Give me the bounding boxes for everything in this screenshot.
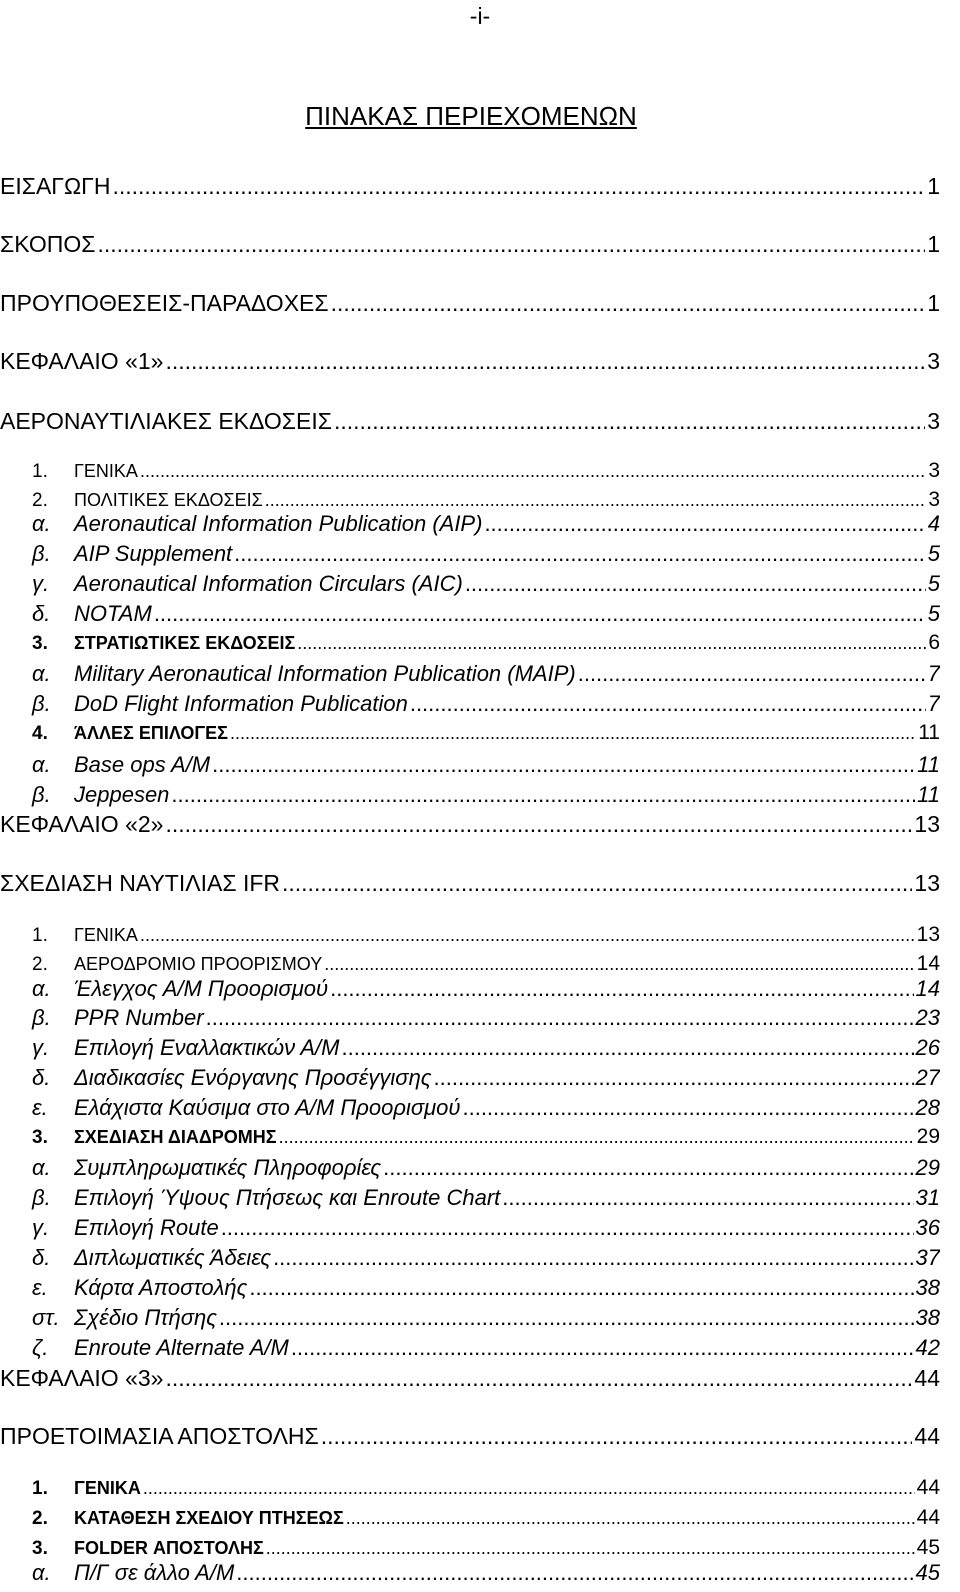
toc-entry-page: 29 bbox=[915, 1155, 940, 1180]
toc-entry-number: α. bbox=[32, 1155, 51, 1180]
toc-entry[interactable] bbox=[0, 541, 940, 571]
toc-entry-page: 11 bbox=[918, 721, 940, 744]
toc-entry-page: 42 bbox=[915, 1335, 940, 1360]
toc-entry-page: 1 bbox=[927, 173, 940, 199]
toc-entry[interactable] bbox=[0, 1215, 940, 1245]
dot-leader bbox=[236, 1560, 913, 1586]
toc-entry-label: Enroute Alternate A/M bbox=[74, 1335, 289, 1360]
toc-entry-label: Aeronautical Information Circulars (AIC) bbox=[74, 571, 463, 596]
toc-entry[interactable] bbox=[0, 631, 940, 657]
toc-entry-label: Επιλογή Ύψους Πτήσεως και Enroute Chart bbox=[74, 1185, 501, 1210]
toc-entry-label: AIP Supplement bbox=[74, 541, 233, 566]
toc-entry-label: Διαδικασίες Ενόργανης Προσέγγισης bbox=[74, 1065, 432, 1090]
toc-entry-label: Π/Γ σε άλλο Α/Μ bbox=[74, 1560, 235, 1585]
toc-entry-label: ΑΕΡΟΝΑΥΤΙΛΙΑΚΕΣ ΕΚΔΟΣΕΙΣ bbox=[0, 408, 332, 434]
toc-entry[interactable] bbox=[0, 1125, 940, 1151]
toc-entry-label: ΠΡΟΕΤΟΙΜΑΣΙΑ ΑΠΟΣΤΟΛΗΣ bbox=[0, 1423, 319, 1449]
toc-entry-number: δ. bbox=[32, 601, 51, 626]
toc-entry-page: 3 bbox=[927, 408, 940, 434]
toc-entry-page: 26 bbox=[915, 1035, 940, 1060]
toc-entry-page: 6 bbox=[928, 631, 940, 654]
dot-leader bbox=[383, 1155, 913, 1181]
toc-entry-label: Επιλογή Route bbox=[74, 1215, 219, 1240]
toc-entry-label: ΣΤΡΑΤΙΩΤΙΚΕΣ ΕΚΔΟΣΕΙΣ bbox=[74, 633, 296, 653]
toc-entry-number: ε. bbox=[32, 1095, 48, 1120]
toc-entry-page: 7 bbox=[927, 691, 940, 716]
dot-leader bbox=[97, 231, 925, 258]
toc-entry-page: 23 bbox=[915, 1005, 940, 1030]
dot-leader bbox=[502, 1185, 913, 1211]
toc-entry-page: 14 bbox=[916, 952, 940, 975]
toc-entry-page: 3 bbox=[928, 488, 940, 511]
toc-entry[interactable] bbox=[0, 1275, 940, 1305]
toc-entry-page: 5 bbox=[927, 601, 940, 626]
toc-entry-label: Κάρτα Αποστολής bbox=[74, 1275, 248, 1300]
toc-entry[interactable] bbox=[0, 601, 940, 631]
toc-entry[interactable] bbox=[0, 408, 940, 438]
toc-entry-label: Διπλωματικές Άδειες bbox=[74, 1245, 272, 1270]
toc-entry-label: Jeppesen bbox=[74, 782, 170, 807]
toc-entry-page: 11 bbox=[917, 782, 940, 807]
toc-entry-label: Επιλογή Εναλλακτικών Α/Μ bbox=[74, 1035, 340, 1060]
toc-entry[interactable] bbox=[0, 173, 940, 203]
page-number: -i- bbox=[469, 3, 491, 29]
dot-leader bbox=[165, 348, 925, 375]
toc-entry-label: Συμπληρωματικές Πληροφορίες bbox=[74, 1155, 382, 1180]
toc-entry-number: β. bbox=[32, 691, 51, 716]
toc-entry-number: δ. bbox=[32, 1065, 51, 1090]
toc-entry-number: α. bbox=[32, 661, 51, 686]
toc-entry-label: ΠΟΛΙΤΙΚΕΣ ΕΚΔΟΣΕΙΣ bbox=[74, 490, 263, 510]
dot-leader bbox=[249, 1275, 913, 1301]
toc-entry-page: 31 bbox=[915, 1185, 940, 1210]
toc-entry-number: 4. bbox=[32, 723, 48, 744]
toc-entry-number: 2. bbox=[32, 954, 48, 975]
toc-entry[interactable] bbox=[0, 1005, 940, 1035]
dot-leader bbox=[462, 1095, 913, 1121]
dot-leader bbox=[206, 1005, 914, 1031]
toc-entry-page: 11 bbox=[917, 752, 940, 777]
dot-leader bbox=[171, 782, 915, 808]
toc-entry-page: 38 bbox=[915, 1305, 940, 1330]
toc-entry-label: ΓΕΝΙΚΑ bbox=[74, 461, 138, 481]
dot-leader bbox=[219, 1305, 914, 1331]
toc-entry-label: ΣΧΕΔΙΑΣΗ ΝΑΥΤΙΛΙΑΣ IFR bbox=[0, 870, 280, 896]
dot-leader bbox=[465, 571, 926, 597]
toc-entry[interactable] bbox=[0, 811, 940, 841]
toc-entry-label: FOLDER ΑΠΟΣΤΟΛΗΣ bbox=[74, 1538, 264, 1558]
toc-entry-label: ΑΕΡΟΔΡΟΜΙΟ ΠΡΟΟΡΙΣΜΟΥ bbox=[74, 954, 323, 974]
toc-entry-label: PPR Number bbox=[74, 1005, 204, 1030]
dot-leader bbox=[143, 1478, 915, 1499]
toc-entry-number: 3. bbox=[32, 1127, 48, 1148]
dot-leader bbox=[331, 290, 926, 317]
toc-entry[interactable] bbox=[0, 752, 940, 782]
dot-leader bbox=[330, 976, 913, 1002]
toc-entry-page: 29 bbox=[916, 1125, 940, 1148]
toc-entry-page: 1 bbox=[927, 231, 940, 257]
toc-entry-page: 45 bbox=[915, 1560, 940, 1585]
dot-leader bbox=[291, 1335, 914, 1361]
toc-entry-label: ΠΡΟΥΠΟΘΕΣΕΙΣ-ΠΑΡΑΔΟΧΕΣ bbox=[0, 290, 329, 316]
toc-entry[interactable] bbox=[0, 1476, 940, 1502]
toc-entry-number: β. bbox=[32, 1185, 51, 1210]
toc-entry-page: 1 bbox=[927, 290, 940, 316]
toc-entry[interactable] bbox=[0, 721, 940, 747]
toc-entry[interactable] bbox=[0, 923, 940, 949]
toc-entry-number: β. bbox=[32, 782, 51, 807]
toc-entry-page: 36 bbox=[915, 1215, 940, 1240]
toc-entry-page: 13 bbox=[914, 870, 940, 896]
toc-entry-number: γ. bbox=[32, 1035, 50, 1060]
toc-entry[interactable] bbox=[0, 1305, 940, 1335]
toc-entry-page: 5 bbox=[927, 541, 940, 566]
toc-entry-page: 44 bbox=[916, 1476, 940, 1499]
dot-leader bbox=[212, 752, 915, 778]
toc-entry-label: ΓΕΝΙΚΑ bbox=[74, 925, 138, 945]
dot-leader bbox=[265, 490, 927, 511]
toc-entry-label: Ελάχιστα Καύσιμα στο Α/Μ Προορισμού bbox=[74, 1095, 461, 1120]
dot-leader bbox=[346, 1508, 915, 1529]
toc-entry[interactable] bbox=[0, 1335, 940, 1365]
dot-leader bbox=[230, 723, 916, 744]
dot-leader bbox=[324, 954, 914, 975]
toc-entry-page: 3 bbox=[928, 459, 940, 482]
toc-title: ΠΙΝΑΚΑΣ ΠΕΡΙΕΧΟΜΕΝΩΝ bbox=[305, 101, 637, 131]
dot-leader bbox=[140, 461, 926, 482]
dot-leader bbox=[112, 173, 925, 200]
dot-leader bbox=[140, 925, 915, 946]
toc-entry-number: δ. bbox=[32, 1245, 51, 1270]
toc-entry-number: ζ. bbox=[32, 1335, 49, 1360]
toc-entry-page: 44 bbox=[914, 1423, 940, 1449]
toc-entry[interactable] bbox=[0, 1536, 940, 1562]
toc-entry-page: 5 bbox=[927, 571, 940, 596]
toc-entry[interactable] bbox=[0, 661, 940, 691]
toc-entry[interactable] bbox=[0, 1423, 940, 1453]
toc-entry-page: 45 bbox=[916, 1536, 940, 1559]
toc-entry-number: α. bbox=[32, 976, 51, 1001]
dot-leader bbox=[578, 661, 926, 687]
toc-entry-page: 13 bbox=[916, 923, 940, 946]
toc-entry-label: NOTAM bbox=[74, 601, 152, 626]
toc-entry-label: DoD Flight Information Publication bbox=[74, 691, 408, 716]
toc-entry[interactable] bbox=[0, 1506, 940, 1532]
toc-entry[interactable] bbox=[0, 348, 940, 378]
toc-entry[interactable] bbox=[0, 1155, 940, 1185]
toc-entry-number: γ. bbox=[32, 571, 50, 596]
toc-entry[interactable] bbox=[0, 691, 940, 721]
toc-entry-number: 3. bbox=[32, 1538, 48, 1559]
toc-entry-label: Base ops A/M bbox=[74, 752, 211, 777]
toc-entry-page: 38 bbox=[915, 1275, 940, 1300]
toc-entry-label: ΣΚΟΠΟΣ bbox=[0, 231, 96, 257]
toc-entry-number: α. bbox=[32, 1560, 51, 1585]
toc-entry-label: ΚΕΦΑΛΑΙΟ «3» bbox=[0, 1365, 164, 1391]
toc-entry-number: β. bbox=[32, 541, 51, 566]
toc-entry-label: Military Aeronautical Information Publication (MAIP) bbox=[74, 661, 576, 686]
toc-entry-label: ΚΕΦΑΛΑΙΟ «1» bbox=[0, 348, 164, 374]
toc-entry-number: στ. bbox=[32, 1305, 60, 1330]
toc-entry-label: Aeronautical Information Publication (AIP) bbox=[74, 511, 483, 536]
toc-entry[interactable] bbox=[0, 1560, 940, 1590]
dot-leader bbox=[154, 601, 926, 627]
toc-entry-page: 14 bbox=[915, 976, 940, 1001]
dot-leader bbox=[165, 811, 912, 838]
dot-leader bbox=[282, 870, 912, 897]
toc-entry-label: ΕΙΣΑΓΩΓΗ bbox=[0, 173, 111, 199]
toc-entry[interactable] bbox=[0, 459, 940, 485]
toc-entry[interactable] bbox=[0, 1035, 940, 1065]
toc-entry[interactable] bbox=[0, 976, 940, 1006]
toc-entry-label: Έλεγχος Α/Μ Προορισμού bbox=[74, 976, 329, 1001]
dot-leader bbox=[321, 1423, 913, 1450]
toc-entry-page: 7 bbox=[927, 661, 940, 686]
toc-entry-number: 1. bbox=[32, 461, 48, 482]
dot-leader bbox=[279, 1127, 915, 1148]
toc-entry-page: 3 bbox=[927, 348, 940, 374]
toc-entry-number: 2. bbox=[32, 1508, 48, 1529]
toc-entry-label: ΚΑΤΑΘΕΣΗ ΣΧΕΔΙΟΥ ΠΤΗΣΕΩΣ bbox=[74, 1508, 344, 1528]
toc-entry-number: 3. bbox=[32, 633, 48, 654]
dot-leader bbox=[297, 633, 926, 654]
dot-leader bbox=[221, 1215, 914, 1241]
toc-entry-page: 28 bbox=[915, 1095, 940, 1120]
toc-entry[interactable] bbox=[0, 571, 940, 601]
toc-entry-number: γ. bbox=[32, 1215, 50, 1240]
toc-entry[interactable] bbox=[0, 1365, 940, 1395]
toc-entry[interactable] bbox=[0, 1095, 940, 1125]
toc-entry-number: 1. bbox=[32, 1478, 48, 1499]
toc-entry[interactable] bbox=[0, 1245, 940, 1275]
dot-leader bbox=[234, 541, 926, 567]
toc-entry-label: ΓΕΝΙΚΑ bbox=[74, 1478, 141, 1498]
toc-entry-number: α. bbox=[32, 752, 51, 777]
toc-entry-page: 13 bbox=[914, 811, 940, 837]
toc-entry-number: 1. bbox=[32, 925, 48, 946]
dot-leader bbox=[273, 1245, 913, 1271]
toc-entry-page: 44 bbox=[914, 1365, 940, 1391]
toc-entry-number: ε. bbox=[32, 1275, 48, 1300]
toc-entry[interactable] bbox=[0, 1185, 940, 1215]
toc-entry[interactable] bbox=[0, 290, 940, 320]
toc-entry-label: Σχέδιο Πτήσης bbox=[74, 1305, 217, 1330]
dot-leader bbox=[484, 511, 925, 537]
toc-entry-number: 2. bbox=[32, 490, 48, 511]
toc-entry-number: β. bbox=[32, 1005, 51, 1030]
dot-leader bbox=[165, 1365, 912, 1392]
toc-entry-label: ΣΧΕΔΙΑΣΗ ΔΙΑΔΡΟΜΗΣ bbox=[74, 1127, 277, 1147]
dot-leader bbox=[410, 691, 926, 717]
dot-leader bbox=[334, 408, 925, 435]
toc-entry[interactable] bbox=[0, 782, 940, 812]
toc-entry[interactable] bbox=[0, 1065, 940, 1095]
toc-entry[interactable] bbox=[0, 511, 940, 541]
toc-entry-page: 27 bbox=[915, 1065, 940, 1090]
toc-entry-page: 44 bbox=[916, 1506, 940, 1529]
dot-leader bbox=[266, 1538, 915, 1559]
toc-entry-label: ΆΛΛΕΣ ΕΠΙΛΟΓΕΣ bbox=[74, 723, 228, 743]
toc-entry-page: 37 bbox=[915, 1245, 940, 1270]
toc-entry[interactable] bbox=[0, 952, 940, 978]
toc-entry-label: ΚΕΦΑΛΑΙΟ «2» bbox=[0, 811, 164, 837]
toc-entry[interactable] bbox=[0, 231, 940, 261]
toc-entry[interactable] bbox=[0, 870, 940, 900]
dot-leader bbox=[434, 1065, 914, 1091]
dot-leader bbox=[341, 1035, 913, 1061]
toc-entry-number: α. bbox=[32, 511, 51, 536]
toc-entry-page: 4 bbox=[927, 511, 940, 536]
